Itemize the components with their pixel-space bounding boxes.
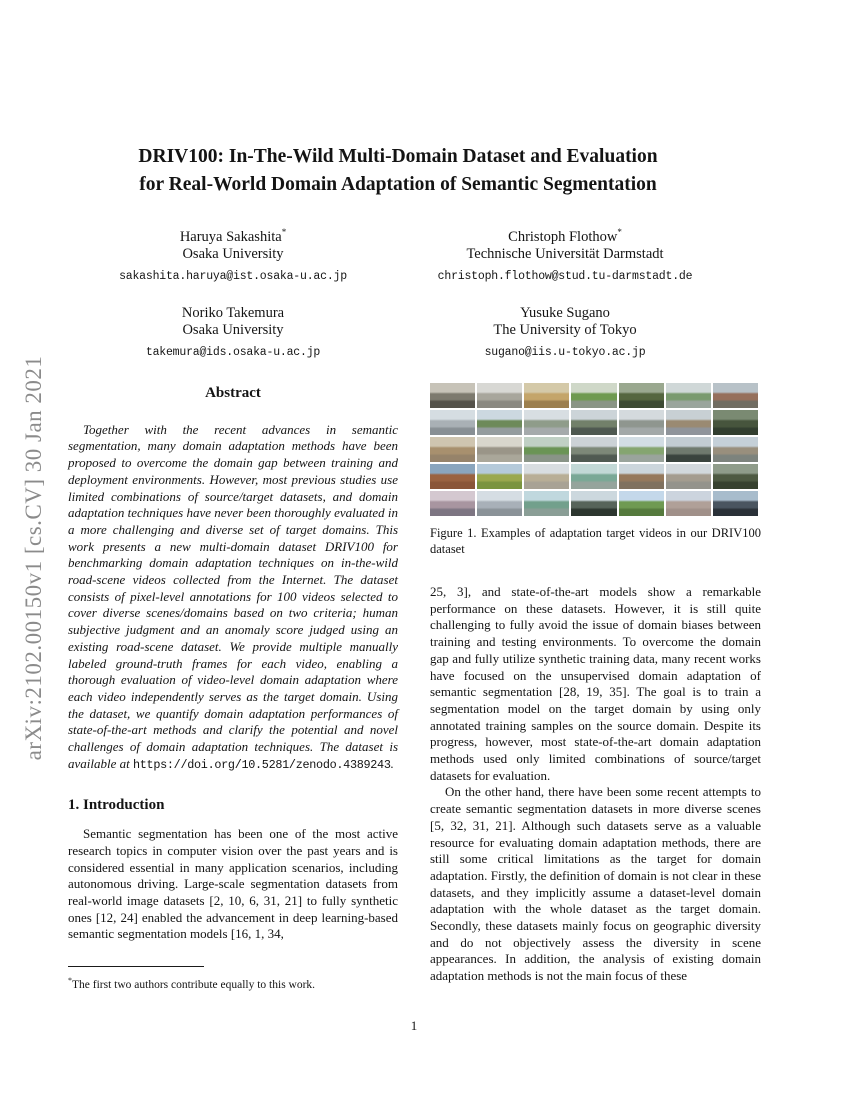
author-block: [68, 300, 398, 360]
figure-thumbnail: [477, 491, 522, 516]
authors-column-right: [400, 224, 730, 376]
abstract-period: .: [390, 755, 394, 771]
figure-thumbnail: [477, 383, 522, 408]
footnote-text: The first two authors contribute equally to this work.: [72, 978, 316, 991]
author-block: [68, 224, 398, 284]
section-heading-introduction: 1. Introduction: [68, 797, 165, 814]
abstract-text: [68, 422, 398, 774]
body-paragraph-2: On the other hand, there have been some recent attempts to create semantic segmentation datasets in more diverse scenes [5, 32, 31, 21]. Although such datasets serve as a valuable resource for evaluating domain adaptation methods, there are still some critical limitations as the target for domain adaptation. Firstly, the definition of domain is not clear in these datasets, and they implicitly assume a dataset-level domain adaptation with the whole dataset as the target domain. Secondly, these datasets mainly focus on geographic diversity and do not objectively assess the diversity in scene appearances. In addition, the analysis of existing domain adaptation methods is not the main focus of these: [430, 784, 761, 984]
figure-thumbnail: [571, 410, 616, 435]
figure-thumbnail: [713, 383, 758, 408]
author-email: sakashita.haruya@ist.osaka-u.ac.jp: [119, 269, 347, 283]
body-paragraph-1: 25, 3], and state-of-the-art models show a remarkable performance on these datasets. However, it is still quite challenging to fully avoid the issue of domain biases between training and testing environments. To overcome the domain gap and fully utilize synthetic training data, many recent works have focused on the unsupervised domain adaptation of semantic segmentation [28, 19, 35]. The goal is to train a segmentation model on the target domain by using only annotated training samples on the source domain. Despite its progress, however, most state-of-the-art domain adaptation methods used only limited combinations of source/target datasets for evaluation.: [430, 584, 761, 783]
figure-1-caption: Figure 1. Examples of adaptation target videos in our DRIV100 dataset: [430, 526, 761, 556]
figure-thumbnail: [430, 464, 475, 489]
arxiv-banner-text: arXiv:2102.00150v1 [cs.CV] 30 Jan 2021: [21, 355, 46, 761]
figure-thumbnail: [619, 437, 664, 462]
left-column: [68, 383, 398, 943]
figure-thumbnail: [477, 464, 522, 489]
author-block: [400, 224, 730, 284]
dataset-doi-link[interactable]: https://doi.org/10.5281/zenodo.4389243: [133, 757, 391, 772]
figure-thumbnail: [524, 383, 569, 408]
author-email: christoph.flothow@stud.tu-darmstadt.de: [437, 269, 693, 283]
author-name: Noriko Takemura: [181, 304, 285, 321]
author-affiliation: The University of Tokyo: [493, 321, 637, 338]
figure-thumbnail: [713, 437, 758, 462]
paper-title-line2: for Real-World Domain Adaptation of Semantic Segmentation: [139, 174, 657, 195]
author-email: sugano@iis.u-tokyo.ac.jp: [484, 345, 646, 359]
abstract-body: Together with the recent advances in semantic segmentation, many domain adaptation methods have been proposed to overcome the domain gap between training and deployment environments. However, most previous studies use limited combinations of source/target datasets, and domain adaptation techniques have never been thoroughly evaluated in a more challenging and diverse set of target domains. This work presents a new multi-domain dataset DRIV100 for benchmarking domain adaptation techniques on in-the-wild road-scene videos collected from the Internet. The dataset consists of pixel-level annotations for 100 videos selected to cover diverse scenes/domains based on two criteria; human subjective judgment and an anomaly score judged using an existing road-scene dataset. We provide multiple manually labeled ground-truth frames for each video, enabling a thorough evaluation of video-level domain adaptation where each video independently serves as the target domain. Using the dataset, we quantify domain adaptation performances of state-of-the-art methods and clarify the potential and novel challenges of domain adaptation techniques. The dataset is available at: [68, 421, 398, 771]
author-mark: *: [617, 227, 622, 237]
page-number: 1: [410, 1018, 418, 1033]
footnote-mark: *: [68, 976, 72, 985]
author-affiliation: Technische Universität Darmstadt: [466, 245, 664, 262]
author-affiliation: Osaka University: [182, 245, 284, 262]
footnote-rule: [68, 966, 204, 967]
paper-title: [0, 143, 796, 199]
figure-thumbnail: [619, 383, 664, 408]
footnote: [68, 966, 398, 992]
author-email: takemura@ids.osaka-u.ac.jp: [145, 345, 321, 359]
figure-1-thumbnail-grid: [430, 383, 758, 516]
figure-thumbnail: [713, 464, 758, 489]
figure-thumbnail: [571, 491, 616, 516]
figure-thumbnail: [430, 437, 475, 462]
figure-thumbnail: [571, 383, 616, 408]
figure-thumbnail: [477, 437, 522, 462]
figure-thumbnail: [524, 491, 569, 516]
intro-paragraph: Semantic segmentation has been one of the most active research topics in computer vision over the past years and is considered essential in many application scenarios, including autonomous driving. Large-scale segmentation datasets from real-world image datasets [2, 10, 6, 31, 21] to fully synthetic ones [12, 24] enabled the advancement in deep learning-based semantic segmentation models [16, 1, 34,: [68, 826, 398, 942]
figure-thumbnail: [571, 464, 616, 489]
figure-thumbnail: [666, 464, 711, 489]
figure-thumbnail: [666, 383, 711, 408]
authors-column-left: [68, 224, 398, 376]
figure-thumbnail: [666, 491, 711, 516]
right-column: [430, 383, 761, 985]
author-name: Yusuke Sugano: [520, 304, 610, 321]
author-affiliation: Osaka University: [182, 321, 284, 338]
figure-thumbnail: [619, 491, 664, 516]
author-mark: *: [281, 227, 287, 237]
author-name: Christoph Flothow*: [508, 227, 622, 245]
figure-thumbnail: [430, 410, 475, 435]
figure-thumbnail: [524, 437, 569, 462]
figure-thumbnail: [524, 464, 569, 489]
author-name: Haruya Sakashita*: [179, 227, 287, 245]
figure-thumbnail: [619, 410, 664, 435]
figure-thumbnail: [713, 410, 758, 435]
figure-thumbnail: [571, 437, 616, 462]
figure-thumbnail: [713, 491, 758, 516]
figure-thumbnail: [430, 383, 475, 408]
figure-thumbnail: [666, 410, 711, 435]
figure-thumbnail: [619, 464, 664, 489]
figure-thumbnail: [524, 410, 569, 435]
author-block: [400, 300, 730, 360]
paper-title-line1: DRIV100: In-The-Wild Multi-Domain Dataset and Evaluation: [138, 146, 658, 167]
abstract-heading: Abstract: [205, 385, 261, 401]
figure-thumbnail: [666, 437, 711, 462]
figure-thumbnail: [477, 410, 522, 435]
figure-thumbnail: [430, 491, 475, 516]
